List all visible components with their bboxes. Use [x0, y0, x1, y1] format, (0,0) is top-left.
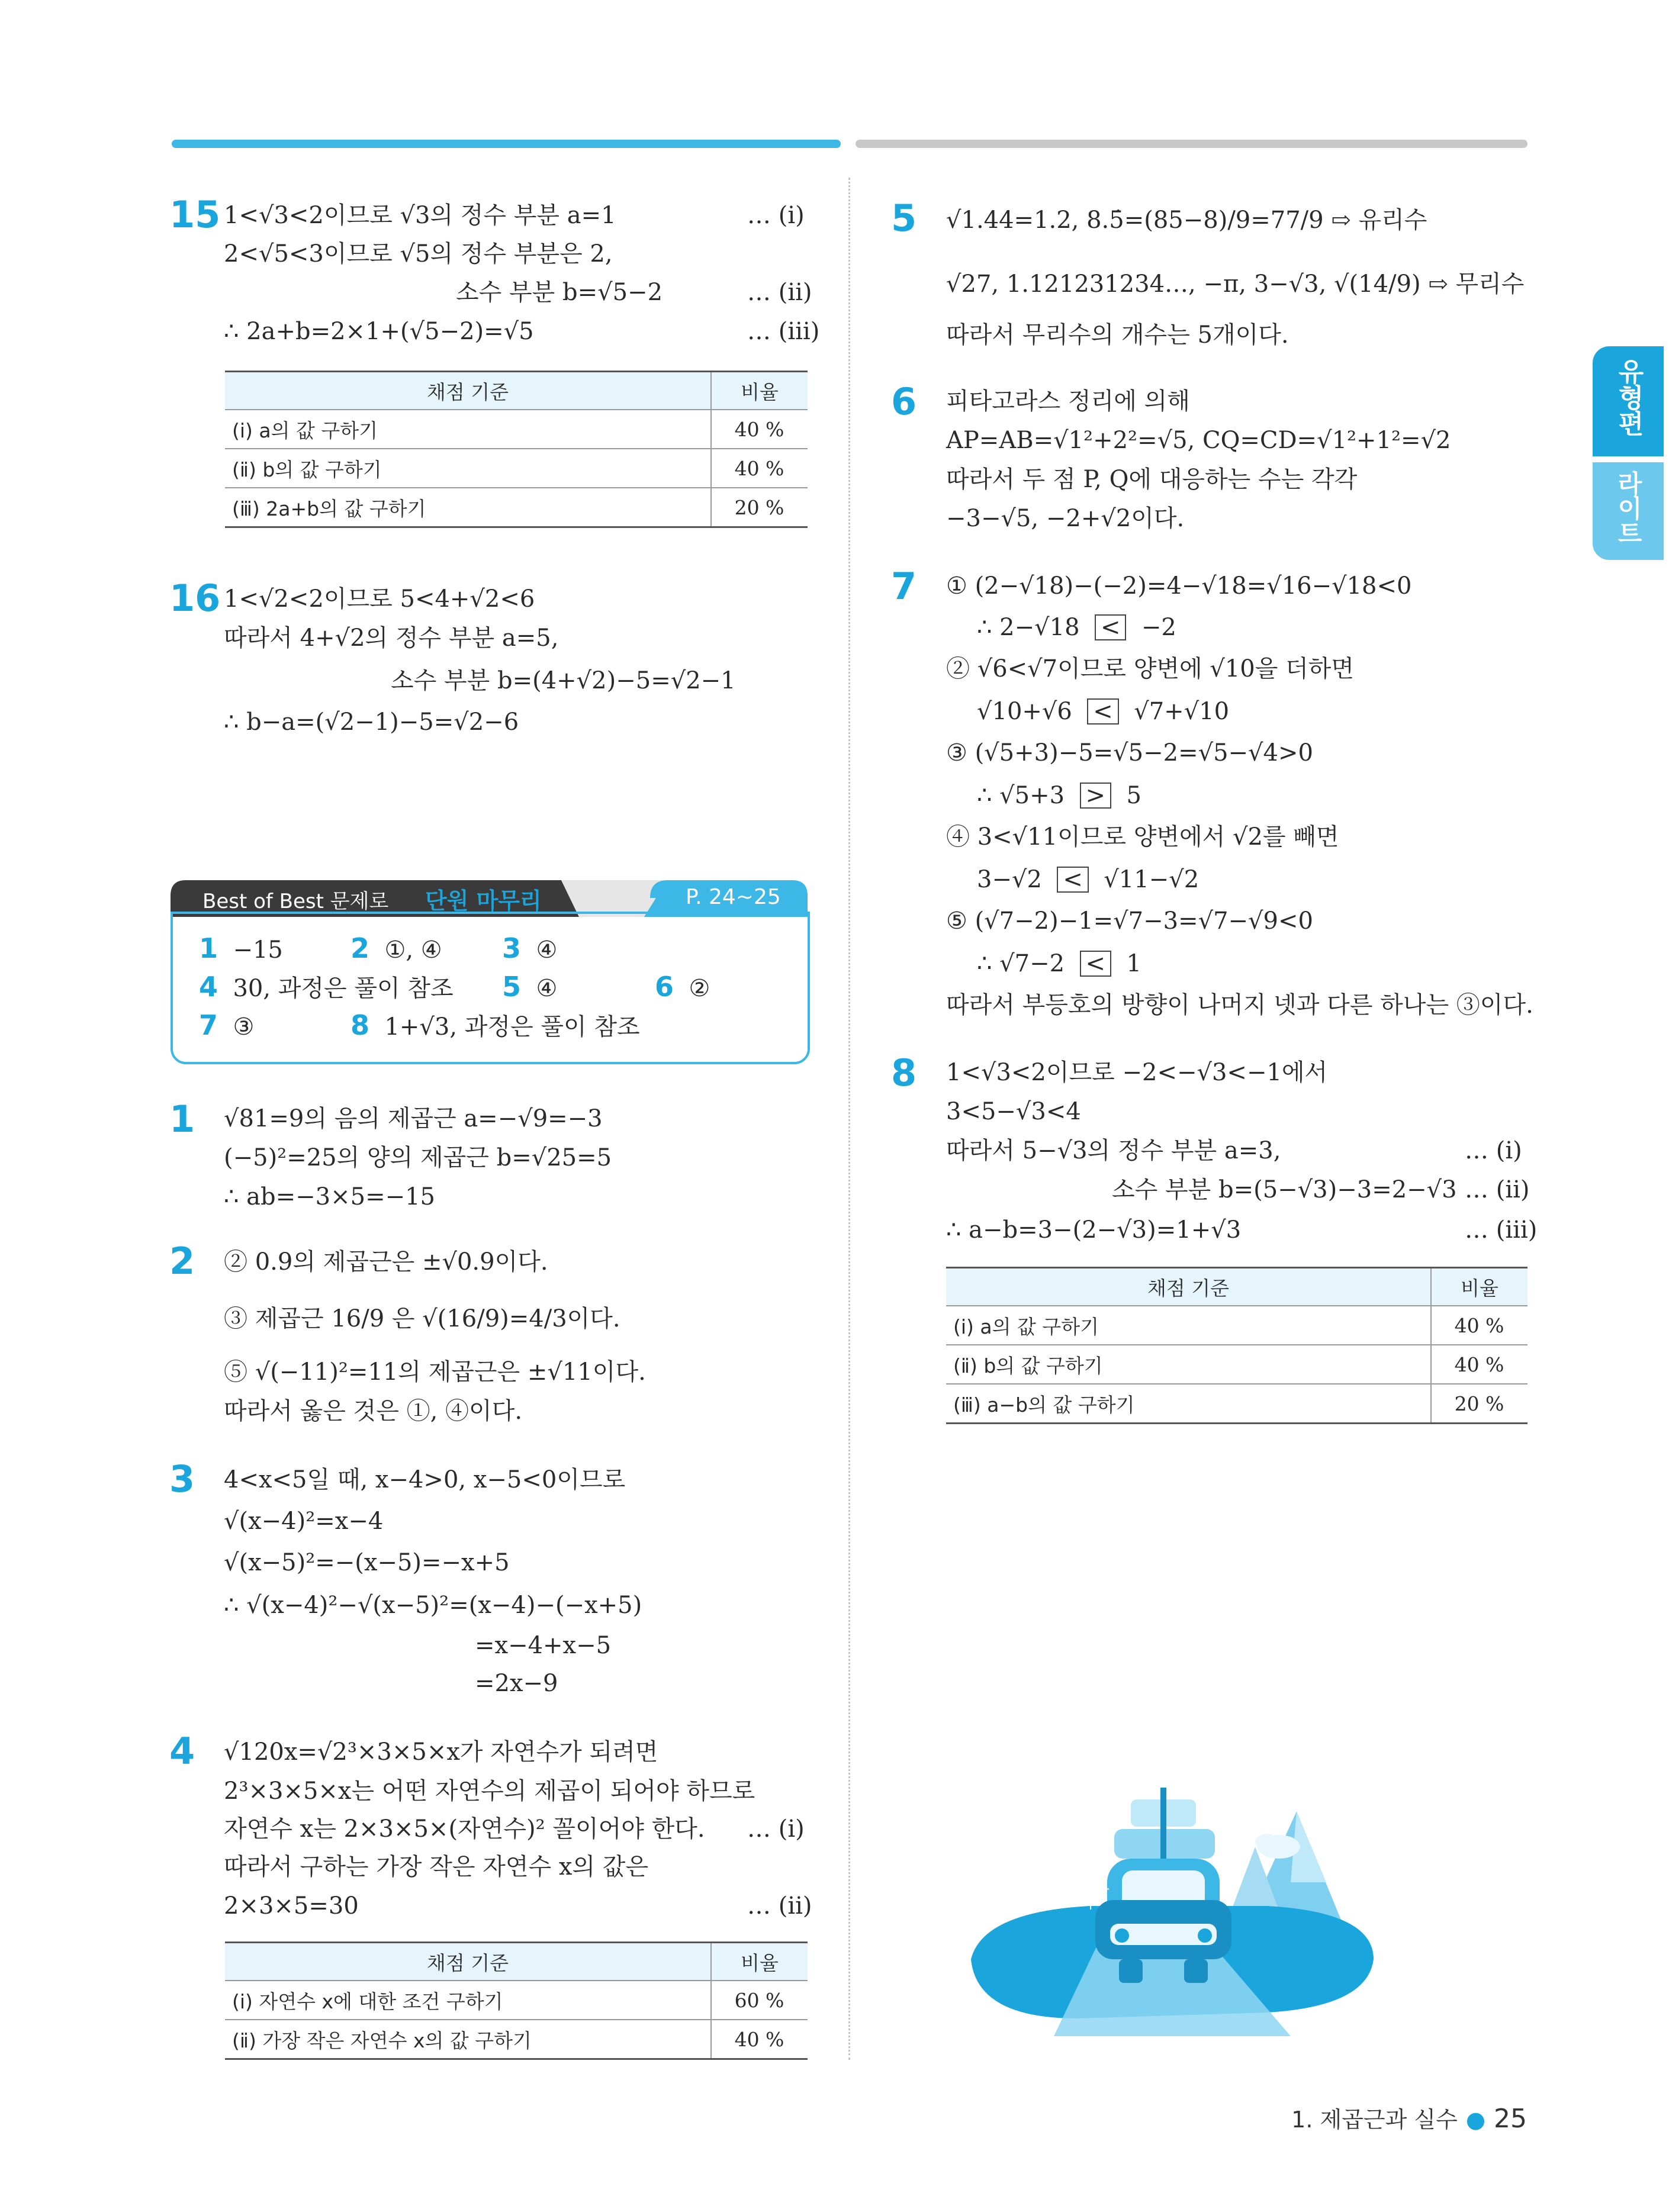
q7-line-1: ① (2−√18)−(−2)=4−√18=√16−√18<0	[946, 572, 1412, 600]
answer-5: 5 ④	[502, 971, 558, 1003]
q4-line-4: 따라서 구하는 가장 작은 자연수 x의 값은	[224, 1853, 649, 1881]
q1-line-1: √81=9의 음의 제곱근 a=−√9=−3	[224, 1105, 603, 1132]
table-row: (ⅱ) 가장 작은 자연수 x의 값 구하기 40 %	[225, 2020, 808, 2059]
inequality-box: >	[1080, 783, 1112, 809]
q6-line-3: 따라서 두 점 P, Q에 대응하는 수는 각각	[946, 466, 1358, 493]
q7-line-9: ⑤ (√7−2)−1=√7−3=√7−√9<0	[946, 907, 1313, 935]
side-tab[interactable]	[1593, 346, 1664, 560]
table-header: 비율	[711, 1943, 808, 1981]
table-row: (ⅲ) 2a+b의 값 구하기 20 %	[225, 488, 808, 527]
header-bar-right	[856, 140, 1527, 148]
p15-score-table	[225, 371, 808, 528]
q8-score-table	[946, 1267, 1527, 1424]
q2-line-1: ② 0.9의 제곱근은 ±√0.9이다.	[224, 1248, 548, 1276]
svg-text:+: +	[1085, 1897, 1097, 1913]
question-number-3: 3	[169, 1457, 195, 1501]
page-number: 25	[1494, 2104, 1527, 2134]
q6-line-2: AP=AB=√1²+2²=√5, CQ=CD=√1²+1²=√2	[946, 427, 1451, 454]
q4-line-5: 2×3×5=30	[224, 1892, 359, 1920]
p16-line-1: 1<√2<2이므로 5<4+√2<6	[224, 585, 535, 613]
p15-line-1: 1<√3<2이므로 √3의 정수 부분 a=1	[224, 202, 616, 229]
q2-line-3: ⑤ √(−11)²=11의 제곱근은 ±√11이다.	[224, 1358, 646, 1386]
q4-mark-2: … (ⅱ)	[747, 1892, 812, 1920]
inequality-box: <	[1057, 867, 1089, 893]
answer-3: 3 ④	[502, 932, 558, 964]
table-header: 비율	[711, 372, 808, 410]
q8-line-4: 소수 부분 b=(5−√3)−3=2−√3	[1112, 1176, 1457, 1203]
p15-mark-2: … (ⅱ)	[747, 279, 812, 306]
q7-line-11: 따라서 부등호의 방향이 나머지 넷과 다른 하나는 ③이다.	[946, 991, 1533, 1019]
answer-1: 1 −15	[199, 932, 283, 964]
q7-line-5: ③ (√5+3)−5=√5−2=√5−√4>0	[946, 739, 1313, 767]
question-number-7: 7	[891, 565, 917, 608]
question-number-2: 2	[169, 1239, 195, 1283]
table-header: 비율	[1431, 1268, 1527, 1306]
p15-mark-3: … (ⅲ)	[747, 318, 820, 345]
column-divider	[848, 178, 850, 2060]
answer-6: 6 ②	[655, 971, 710, 1003]
question-number-1: 1	[169, 1097, 195, 1141]
p15-line-3: 소수 부분 b=√5−2	[456, 279, 663, 306]
table-row: (ⅱ) b의 값 구하기 40 %	[946, 1345, 1527, 1384]
answer-8: 8 1+√3, 과정은 풀이 참조	[350, 1009, 640, 1041]
q4-line-2: 2³×3×5×x는 어떤 자연수의 제곱이 되어야 하므로	[224, 1778, 755, 1805]
question-number-4: 4	[169, 1730, 195, 1773]
best-of-best-label: Best of Best 문제로	[202, 890, 389, 913]
q5-line-1: √1.44=1.2, 8.5̇=(85−8)/9=77/9 ⇨ 유리수	[946, 207, 1427, 234]
p16-line-3: 소수 부분 b=(4+√2)−5=√2−1	[391, 667, 736, 694]
q3-line-2: √(x−4)²=x−4	[224, 1508, 384, 1535]
bullet-icon: ●	[1465, 2107, 1485, 2133]
q2-line-2: ③ 제곱근 16/9 은 √(16/9)=4/3이다.	[224, 1305, 620, 1332]
q4-score-table	[225, 1941, 808, 2060]
table-row: (ⅰ) 자연수 x에 대한 조건 구하기 60 %	[225, 1981, 808, 2020]
inequality-box: <	[1080, 951, 1112, 977]
p16-line-4: ∴ b−a=(√2−1)−5=√2−6	[224, 709, 519, 736]
q3-line-6: =2x−9	[475, 1670, 558, 1697]
side-tab-type[interactable]: 유형편	[1593, 346, 1664, 456]
table-header: 채점 기준	[225, 372, 711, 410]
q8-line-1: 1<√3<2이므로 −2<−√3<−1에서	[946, 1059, 1328, 1086]
table-row: (ⅲ) a−b의 값 구하기 20 %	[946, 1384, 1527, 1424]
page-range: P. 24~25	[686, 885, 781, 909]
p15-line-2: 2<√5<3이므로 √5의 정수 부분은 2,	[224, 240, 613, 268]
table-row: (ⅰ) a의 값 구하기 40 %	[225, 410, 808, 449]
page-footer	[1291, 2101, 1527, 2134]
q6-line-1: 피타고라스 정리에 의해	[946, 388, 1190, 415]
q7-line-3: ② √6<√7이므로 양변에 √10을 더하면	[946, 655, 1355, 682]
q7-line-8: 3−√2 < √11−√2	[977, 866, 1200, 893]
car-illustration	[959, 1764, 1409, 2036]
q7-line-7: ④ 3<√11이므로 양변에서 √2를 빼면	[946, 823, 1339, 851]
q7-line-6: ∴ √5+3 > 5	[977, 782, 1141, 809]
inequality-box: <	[1087, 698, 1119, 725]
answer-7: 7 ③	[199, 1009, 255, 1041]
table-header: 채점 기준	[225, 1943, 711, 1981]
q6-line-4: −3−√5, −2+√2이다.	[946, 505, 1185, 532]
answer-2: 2 ①, ④	[350, 932, 442, 964]
question-number-6: 6	[891, 380, 917, 423]
q3-line-4: ∴ √(x−4)²−√(x−5)²=(x−4)−(−x+5)	[224, 1592, 642, 1619]
q2-line-4: 따라서 옳은 것은 ①, ④이다.	[224, 1398, 523, 1425]
header-bar-left	[172, 140, 841, 148]
p15-mark-1: … (ⅰ)	[747, 202, 805, 229]
q4-mark-1: … (ⅰ)	[747, 1815, 805, 1843]
problem-number-16: 16	[169, 577, 221, 620]
q5-line-2: √27, 1.121231234…, −π, 3−√3, √(14/9) ⇨ 무리수	[946, 271, 1525, 298]
q3-line-3: √(x−5)²=−(x−5)=−x+5	[224, 1549, 510, 1576]
q4-line-3: 자연수 x는 2×3×5×(자연수)² 꼴이어야 한다.	[224, 1815, 705, 1843]
q3-line-1: 4<x<5일 때, x−4>0, x−5<0이므로	[224, 1466, 626, 1493]
q8-mark-1: … (ⅰ)	[1465, 1137, 1522, 1164]
chapter-title: 1. 제곱근과 실수	[1291, 2107, 1458, 2133]
p15-line-4: ∴ 2a+b=2×1+(√5−2)=√5	[224, 318, 534, 345]
p16-line-2: 따라서 4+√2의 정수 부분 a=5,	[224, 624, 559, 652]
q8-mark-2: … (ⅱ)	[1465, 1176, 1530, 1203]
svg-text:+ +: + +	[1078, 1879, 1111, 1898]
q3-line-5: =x−4+x−5	[475, 1632, 612, 1659]
q8-line-2: 3<5−√3<4	[946, 1098, 1081, 1125]
question-number-8: 8	[891, 1051, 917, 1094]
question-number-5: 5	[891, 197, 917, 240]
q8-line-3: 따라서 5−√3의 정수 부분 a=3,	[946, 1137, 1281, 1164]
side-tab-light[interactable]: 라이트	[1593, 462, 1664, 560]
unit-review-title: 단원 마무리	[425, 888, 542, 914]
q1-line-3: ∴ ab=−3×5=−15	[224, 1183, 435, 1210]
q7-line-10: ∴ √7−2 < 1	[977, 950, 1141, 977]
q7-line-2: ∴ 2−√18 < −2	[977, 614, 1176, 641]
answer-4: 4 30, 과정은 풀이 참조	[199, 971, 454, 1003]
q5-line-3: 따라서 무리수의 개수는 5개이다.	[946, 321, 1289, 349]
table-row: (ⅱ) b의 값 구하기 40 %	[225, 449, 808, 488]
q8-mark-3: … (ⅲ)	[1465, 1216, 1538, 1244]
q1-line-2: (−5)²=25의 양의 제곱근 b=√25=5	[224, 1144, 612, 1171]
q7-line-4: √10+√6 < √7+√10	[977, 698, 1230, 725]
problem-number-15: 15	[169, 193, 221, 236]
q4-line-1: √120x=√2³×3×5×x가 자연수가 되려면	[224, 1738, 658, 1766]
table-header: 채점 기준	[946, 1268, 1431, 1306]
inequality-box: <	[1095, 614, 1127, 640]
table-row: (ⅰ) a의 값 구하기 40 %	[946, 1306, 1527, 1345]
q8-line-5: ∴ a−b=3−(2−√3)=1+√3	[946, 1216, 1242, 1244]
